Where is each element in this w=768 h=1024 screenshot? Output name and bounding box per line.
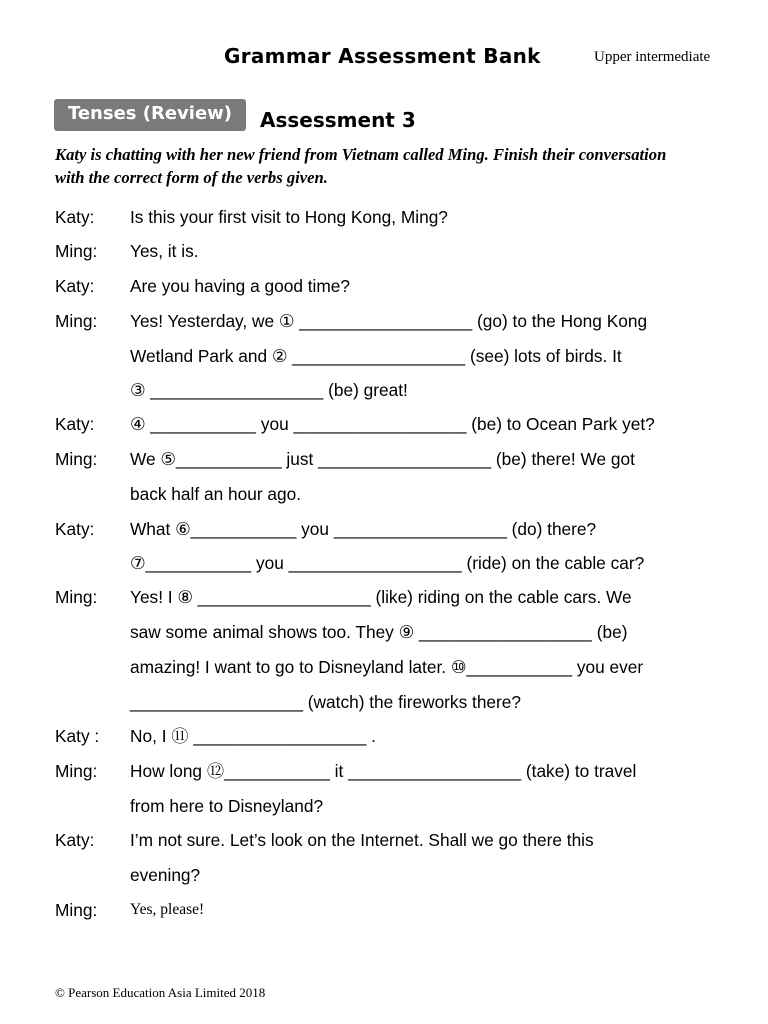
speaker-label: Katy:	[55, 830, 95, 850]
dialogue-line	[0, 378, 768, 408]
dialogue-line	[0, 690, 768, 720]
line-text: I’m not sure. Let’s look on the Internet. Shall we go there this	[130, 830, 594, 850]
line-text: No, I ⑪ __________________ .	[130, 726, 376, 746]
section-badge: Tenses (Review)	[54, 99, 246, 131]
line-text: What ⑥___________ you __________________ (do) there?	[130, 519, 597, 539]
line-text: Is this your first visit to Hong Kong, Ming?	[130, 207, 448, 227]
dialogue-line	[0, 239, 768, 269]
speaker-label: Katy:	[55, 414, 95, 434]
line-text: __________________ (watch) the fireworks there?	[130, 692, 522, 712]
line-text: Yes! I ⑧ __________________ (like) riding on the cable cars. We	[130, 587, 632, 607]
dialogue-line	[0, 551, 768, 581]
dialogue-line	[0, 655, 768, 685]
line-text: Wetland Park and ② __________________ (see) lots of birds. It	[130, 346, 622, 366]
line-text: Yes, please!	[130, 901, 205, 918]
dialogue-line	[0, 828, 768, 858]
page-title: Grammar Assessment Bank	[224, 44, 541, 68]
line-text: Are you having a good time?	[130, 276, 350, 296]
speaker-label: Katy:	[55, 276, 95, 296]
speaker-label: Ming:	[55, 241, 98, 261]
dialogue-line	[0, 724, 768, 754]
line-text: from here to Disneyland?	[130, 796, 324, 816]
line-text: We ⑤___________ just __________________ (be) there! We got	[130, 449, 635, 469]
level-label: Upper intermediate	[594, 49, 711, 65]
line-text: evening?	[130, 865, 201, 885]
speaker-label: Katy:	[55, 207, 95, 227]
line-text: Yes, it is.	[130, 241, 199, 261]
line-text: ④ ___________ you __________________ (be) to Ocean Park yet?	[130, 414, 655, 434]
line-text: saw some animal shows too. They ⑨ __________________ (be)	[130, 622, 628, 642]
dialogue-line	[0, 412, 768, 442]
speaker-label: Ming:	[55, 761, 98, 781]
line-text: Yes! Yesterday, we ① __________________ (go) to the Hong Kong	[130, 311, 648, 331]
dialogue-line	[0, 794, 768, 824]
line-text: How long ⑫___________ it __________________ (take) to travel	[130, 761, 637, 781]
speaker-label: Katy :	[55, 726, 100, 746]
line-text: amazing! I want to go to Disneyland later. ⑩___________ you ever	[130, 657, 644, 677]
speaker-label: Ming:	[55, 900, 98, 920]
copyright-footer: © Pearson Education Asia Limited 2018	[55, 985, 266, 1000]
dialogue-line	[0, 863, 768, 893]
dialogue-line	[0, 309, 768, 339]
speaker-label: Ming:	[55, 449, 98, 469]
line-text: ⑦___________ you __________________ (ride) on the cable car?	[130, 553, 645, 573]
dialogue-line	[0, 620, 768, 650]
speaker-label: Katy:	[55, 519, 95, 539]
dialogue-line	[0, 274, 768, 304]
dialogue-line	[0, 759, 768, 789]
speaker-label: Ming:	[55, 587, 98, 607]
line-text: back half an hour ago.	[130, 484, 302, 504]
dialogue-line	[0, 447, 768, 477]
dialogue-line	[0, 898, 768, 928]
line-text: ③ __________________ (be) great!	[130, 380, 408, 400]
assessment-title: Assessment 3	[260, 108, 416, 132]
speaker-label: Ming:	[55, 311, 98, 331]
dialogue-line	[0, 344, 768, 374]
dialogue-line	[0, 585, 768, 615]
dialogue-line	[0, 517, 768, 547]
dialogue-line	[0, 482, 768, 512]
instructions: Katy is chatting with her new friend from Vietnam called Ming. Finish their conversation with the correct form of the verbs given.	[55, 145, 667, 187]
dialogue-line	[0, 205, 768, 235]
